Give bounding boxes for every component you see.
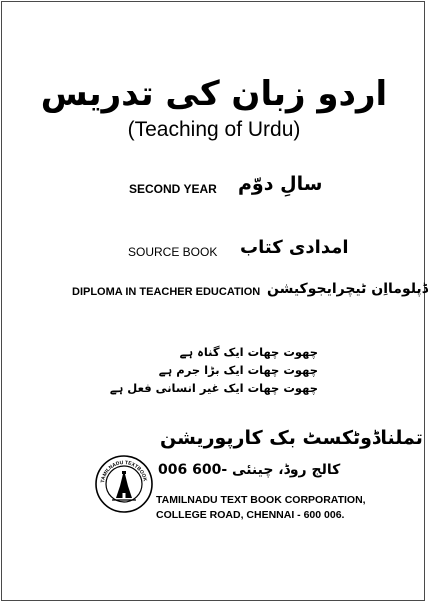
year-urdu: سالِ دوّم	[238, 173, 323, 195]
publisher-english	[156, 493, 366, 523]
quote-line: چھوت چھات ایک بڑا جرم ہے	[158, 363, 318, 377]
title-english: (Teaching of Urdu)	[127, 118, 301, 141]
quote-line: چھوت چھات ایک گناہ ہے	[179, 345, 318, 359]
book-type-urdu: امدادی کتاب	[240, 237, 349, 258]
title-urdu: اردو زبان کی تدریس	[40, 74, 388, 114]
address-urdu: کالج روڈ، چینئی -600 006	[158, 462, 341, 478]
book-type-english: SOURCE BOOK	[128, 245, 218, 259]
publisher-address-line: COLLEGE ROAD, CHENNAI - 600 006.	[156, 509, 345, 521]
corporation-seal-logo	[94, 454, 154, 514]
year-english: SECOND YEAR	[129, 182, 217, 196]
svg-text:TAMILNADU TEXTBOOK CORPORATION: TAMILNADU TEXTBOOK	[100, 459, 148, 484]
quote-line: چھوت چھات ایک غیر انسانی فعل ہے	[109, 381, 318, 395]
diploma-english: DIPLOMA IN TEACHER EDUCATION	[72, 286, 261, 298]
publisher-name-line: TAMILNADU TEXT BOOK CORPORATION,	[156, 494, 366, 506]
untouchability-quotes	[109, 343, 318, 397]
publisher-urdu: تملناڈوٹکسٹ بک کارپوریشن	[160, 427, 423, 449]
diploma-urdu: ڈپلومااِن ٹیچرایجوکیشن	[267, 281, 428, 297]
